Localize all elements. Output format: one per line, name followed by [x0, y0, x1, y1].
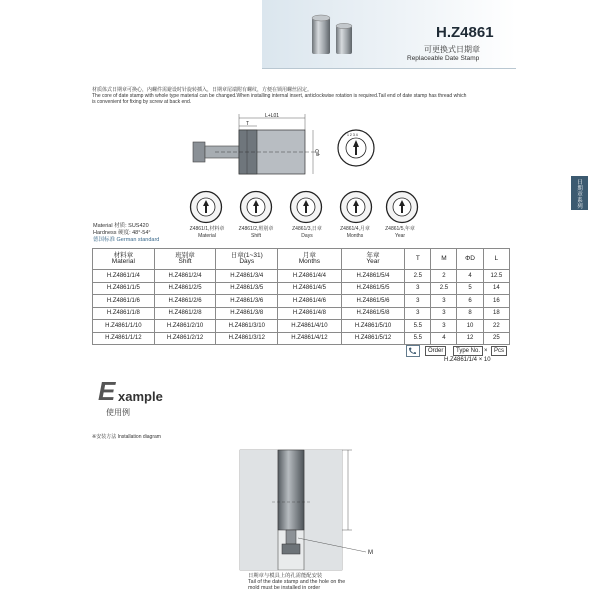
table-cell: 25: [483, 332, 509, 345]
table-cell: 16: [483, 295, 509, 308]
stamp-icon-months: [339, 190, 373, 224]
table-cell: H.Z4861/1/10: [93, 320, 155, 333]
installation-diagram: [232, 446, 382, 574]
table-cell: 3: [405, 307, 431, 320]
description-en-2: is convenient for fixing by screw at back end.: [92, 99, 192, 105]
table-cell: 3: [405, 295, 431, 308]
col-header: L: [483, 249, 509, 270]
table-cell: 8: [457, 307, 483, 320]
stamp-caption-year: Z4861/5,年章 Year: [385, 226, 415, 239]
table-cell: H.Z4861/4/8: [278, 307, 342, 320]
type-no-box: Type No.: [453, 346, 483, 356]
table-cell: 3: [431, 320, 457, 333]
table-cell: 4: [457, 270, 483, 283]
table-cell: 2.5: [405, 270, 431, 283]
table-cell: H.Z4861/1/8: [93, 307, 155, 320]
table-cell: 6: [457, 295, 483, 308]
material-info: [93, 223, 159, 244]
table-cell: H.Z4861/4/6: [278, 295, 342, 308]
table-cell: H.Z4861/3/4: [216, 270, 278, 283]
table-cell: 5.5: [405, 320, 431, 333]
col-header: 班别章 Shift: [154, 249, 216, 270]
example-heading: xample: [118, 389, 163, 404]
material-line: Material 材质: SUS420: [93, 223, 149, 229]
table-cell: H.Z4861/2/5: [154, 282, 216, 295]
description-cn: 材质体式日期章可换心，内螺件需避设时针旋转插入，日期章尾端附有螺纹，方便在锁用螺丝固定。: [92, 87, 313, 93]
stamp-icon-year: [385, 190, 419, 224]
table-cell: H.Z4861/2/10: [154, 320, 216, 333]
hardness-line: Hardness 硬度: 48°-54°: [93, 230, 151, 236]
stamp-caption-days: Z4861/3,日章 Days: [292, 226, 322, 239]
product-photo: [300, 10, 360, 60]
col-header: 月章 Months: [278, 249, 342, 270]
table-cell: 2.5: [431, 282, 457, 295]
standard-line: 德国标准 German standard: [93, 237, 160, 243]
table-header-row: [93, 249, 510, 270]
side-category-tab[interactable]: [571, 176, 588, 210]
table-cell: 14: [483, 282, 509, 295]
dim-t-label: T: [246, 121, 250, 127]
description-en-1: The core of date stamp with whole type material can be changed.When installing internal insert, anticlockwise rotation is required.Tail end of date stamp has thread which: [92, 93, 467, 99]
table-cell: 3: [431, 307, 457, 320]
svg-text:1 2 3 4: 1 2 3 4: [347, 133, 358, 137]
table-cell: H.Z4861/1/12: [93, 332, 155, 345]
stamp-icon-material: [189, 190, 223, 224]
spec-table: [92, 248, 510, 345]
table-cell: H.Z4861/2/8: [154, 307, 216, 320]
times-symbol: ×: [484, 348, 488, 354]
col-header: ΦD: [457, 249, 483, 270]
order-label-box: Order: [425, 346, 446, 356]
table-cell: H.Z4861/3/12: [216, 332, 278, 345]
col-header: 日章(1~31) Days: [216, 249, 278, 270]
table-cell: H.Z4861/1/4: [93, 270, 155, 283]
dim-length-label: L+L01: [265, 113, 280, 119]
table-row: [93, 332, 510, 345]
table-cell: H.Z4861/4/10: [278, 320, 342, 333]
table-cell: 22: [483, 320, 509, 333]
table-cell: H.Z4861/3/5: [216, 282, 278, 295]
table-cell: 12.5: [483, 270, 509, 283]
table-cell: H.Z4861/3/8: [216, 307, 278, 320]
table-row: [93, 295, 510, 308]
table-cell: H.Z4861/3/6: [216, 295, 278, 308]
example-heading-cn: 使用例: [106, 408, 130, 417]
install-m-label: M: [368, 550, 373, 556]
table-cell: H.Z4861/4/5: [278, 282, 342, 295]
table-cell: H.Z4861/5/5: [341, 282, 405, 295]
stamp-icon-shift: [239, 190, 273, 224]
table-cell: H.Z4861/2/4: [154, 270, 216, 283]
table-cell: H.Z4861/5/8: [341, 307, 405, 320]
table-row: [93, 270, 510, 283]
table-cell: 2: [431, 270, 457, 283]
col-header: 年章 Year: [341, 249, 405, 270]
table-cell: H.Z4861/5/4: [341, 270, 405, 283]
col-header: M: [431, 249, 457, 270]
table-cell: H.Z4861/2/6: [154, 295, 216, 308]
table-cell: H.Z4861/1/6: [93, 295, 155, 308]
product-code: H.Z4861: [436, 24, 494, 41]
example-big-letter: E: [98, 376, 116, 406]
table-cell: 4: [431, 332, 457, 345]
stamp-faces-row: [180, 188, 420, 228]
table-cell: H.Z4861/2/12: [154, 332, 216, 345]
table-cell: H.Z4861/5/12: [341, 332, 405, 345]
table-cell: 12: [457, 332, 483, 345]
table-cell: 18: [483, 307, 509, 320]
phone-order-icon[interactable]: [406, 345, 420, 357]
table-cell: H.Z4861/5/10: [341, 320, 405, 333]
table-cell: H.Z4861/1/5: [93, 282, 155, 295]
installation-note: 日期章与模具上的孔需能配安装 Tail of the date stamp and the hole on the mold must be installed in order: [248, 573, 346, 591]
order-example: H.Z4861/1/4 × 10: [444, 357, 491, 363]
col-header: T: [405, 249, 431, 270]
table-cell: 5: [457, 282, 483, 295]
col-header: 材料章 Material: [93, 249, 155, 270]
side-tab-label: 日期章系列: [576, 179, 582, 209]
table-row: [93, 320, 510, 333]
table-cell: H.Z4861/3/10: [216, 320, 278, 333]
table-row: [93, 282, 510, 295]
table-row: [93, 307, 510, 320]
technical-drawing: [185, 108, 325, 180]
table-cell: 5.5: [405, 332, 431, 345]
stamp-caption-material: Z4861/1,材料章 Material: [189, 226, 225, 239]
stamp-caption-months: Z4861/4,月章 Months: [340, 226, 370, 239]
dim-phi-d-label: φD: [315, 149, 321, 156]
stamp-icon-days: [289, 190, 323, 224]
table-cell: 3: [405, 282, 431, 295]
stamp-face-view: [336, 128, 376, 168]
table-cell: 10: [457, 320, 483, 333]
installation-label: ※安装方法 Installation diagram: [92, 434, 161, 440]
table-cell: H.Z4861/4/12: [278, 332, 342, 345]
pcs-box: Pcs: [491, 346, 507, 356]
stamp-caption-shift: Z4861/2,班别章 Shift: [238, 226, 274, 239]
title-english: Replaceable Date Stamp: [407, 55, 480, 62]
table-cell: H.Z4861/5/6: [341, 295, 405, 308]
table-cell: 3: [431, 295, 457, 308]
table-cell: H.Z4861/4/4: [278, 270, 342, 283]
title-chinese: 可更换式日期章: [424, 45, 480, 54]
